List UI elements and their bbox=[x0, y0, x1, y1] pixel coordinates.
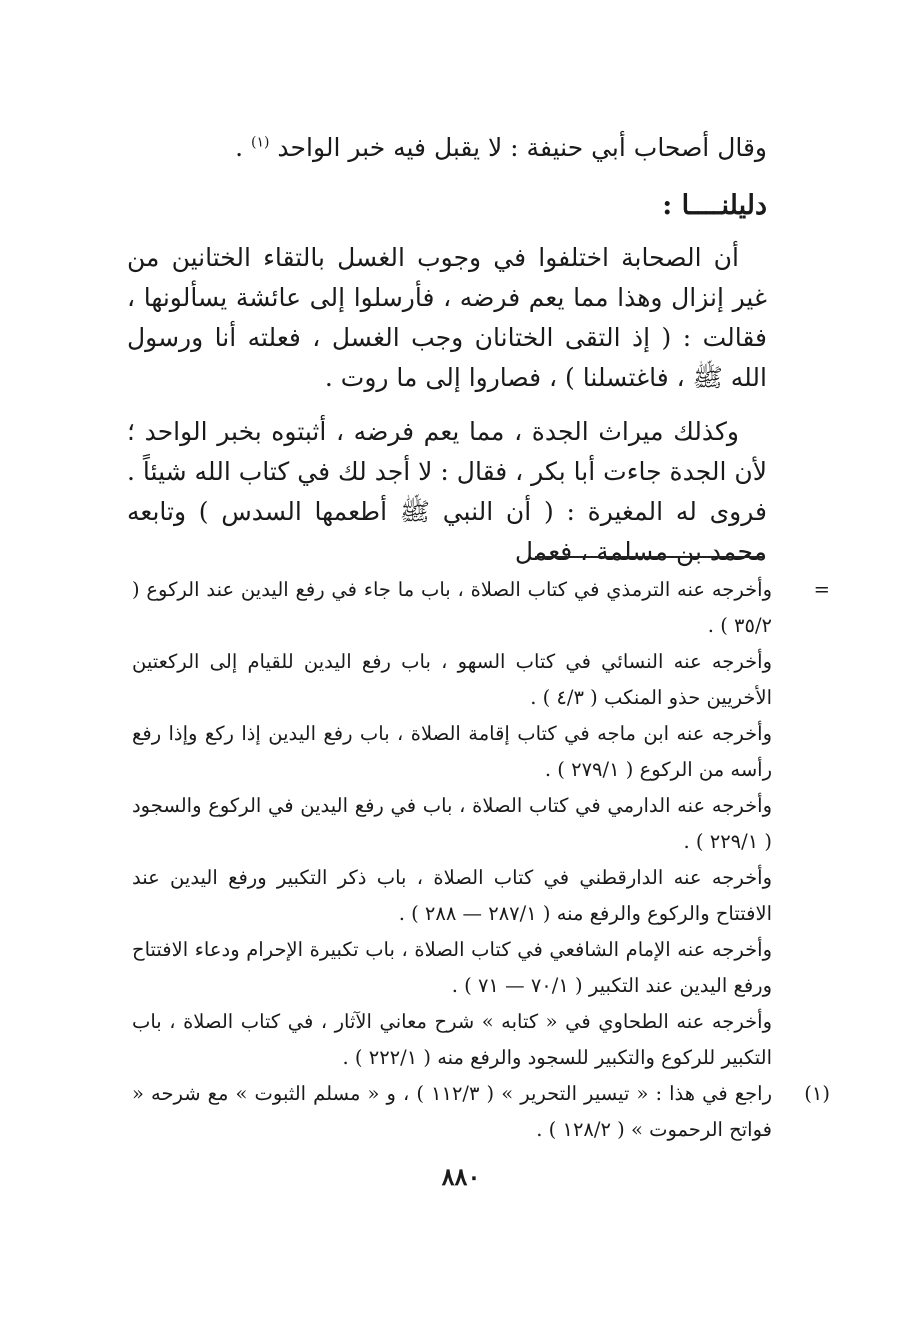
opening-end: . bbox=[235, 133, 251, 162]
footnote-item bbox=[132, 644, 772, 716]
paragraph-2-text: وكذلك ميراث الجدة ، مما يعم فرضه ، أثبتوه بخبر الواحد ؛ لأن الجدة جاءت أبا بكر ، فقال : لا أجد لك في كتاب الله شيئاً . فروى له المغيرة : ( أن النبي ﷺ أطعمها السدس ) وتابعه محمد بن مسلمة ، فعمل bbox=[127, 417, 767, 566]
footnote-1 bbox=[132, 1076, 830, 1148]
paragraph-1 bbox=[127, 238, 767, 398]
footnotes-block bbox=[132, 572, 830, 1148]
footnote-item bbox=[132, 716, 772, 788]
opening-text: وقال أصحاب أبي حنيفة : لا يقبل فيه خبر الواحد bbox=[277, 133, 767, 162]
footnote-1-marker: (١) bbox=[804, 1082, 830, 1105]
footnote-text: وأخرجه عنه الدارقطني في كتاب الصلاة ، باب ذكر التكبير ورفع اليدين عند الافتتاح والركوع والرفع منه ( ٢٨٧/١ — ٢٨٨ ) . bbox=[132, 866, 772, 925]
footnote-separator bbox=[535, 556, 765, 558]
footnote-item bbox=[132, 1004, 772, 1076]
footnote-1-text: راجع في هذا : « تيسير التحرير » ( ١١٢/٣ ) ، و « مسلم الثبوت » مع شرحه « فواتح الرحموت » ( ١٢٨/٢ ) . bbox=[132, 1082, 773, 1141]
footnote-item bbox=[132, 788, 772, 860]
paragraph-1-text: أن الصحابة اختلفوا في وجوب الغسل بالتقاء الختانين من غير إنزال وهذا مما يعم فرضه ، فأرسلوا إلى عائشة يسألونها ، فقالت : ( إذ التقى الختانان وجب الغسل ، فعلته أنا ورسول الله ﷺ ، فاغتسلنا ) ، فصاروا إلى ما روت . bbox=[127, 243, 767, 392]
footnote-text: وأخرجه عنه الدارمي في كتاب الصلاة ، باب في رفع اليدين في الركوع والسجود ( ٢٢٩/١ ) . bbox=[132, 794, 772, 853]
footnote-text: وأخرجه عنه ابن ماجه في كتاب إقامة الصلاة ، باب رفع اليدين إذا ركع وإذا رفع رأسه من الركوع ( ٢٧٩/١ ) . bbox=[132, 722, 772, 781]
opening-line bbox=[127, 128, 767, 168]
footnote-item bbox=[132, 860, 772, 932]
paragraph-2 bbox=[127, 412, 767, 572]
footnote-text: وأخرجه عنه الإمام الشافعي في كتاب الصلاة ، باب تكبيرة الإحرام ودعاء الافتتاح ورفع اليدين عند التكبير ( ٧٠/١ — ٧١ ) . bbox=[132, 938, 772, 997]
footnote-text: وأخرجه عنه الطحاوي في « كتابه » شرح معاني الآثار ، في كتاب الصلاة ، باب التكبير للركوع والتكبير للسجود والرفع منه ( ٢٢٢/١ ) . bbox=[132, 1010, 772, 1069]
footnote-text: وأخرجه عنه النسائي في كتاب السهو ، باب رفع اليدين للقيام إلى الركعتين الأخريين حذو المنكب ( ٤/٣ ) . bbox=[132, 650, 772, 709]
section-heading: دليلنــــا : bbox=[662, 190, 767, 221]
footnote-continuation-marker: = bbox=[813, 578, 830, 601]
footnote-item bbox=[132, 932, 772, 1004]
footnote-item bbox=[132, 572, 830, 644]
page-number: ٨٨٠ bbox=[441, 1162, 481, 1191]
footnote-reference: (١) bbox=[251, 134, 270, 151]
footnote-text: وأخرجه عنه الترمذي في كتاب الصلاة ، باب ما جاء في رفع اليدين عند الركوع ( ٣٥/٢ ) . bbox=[132, 578, 772, 637]
